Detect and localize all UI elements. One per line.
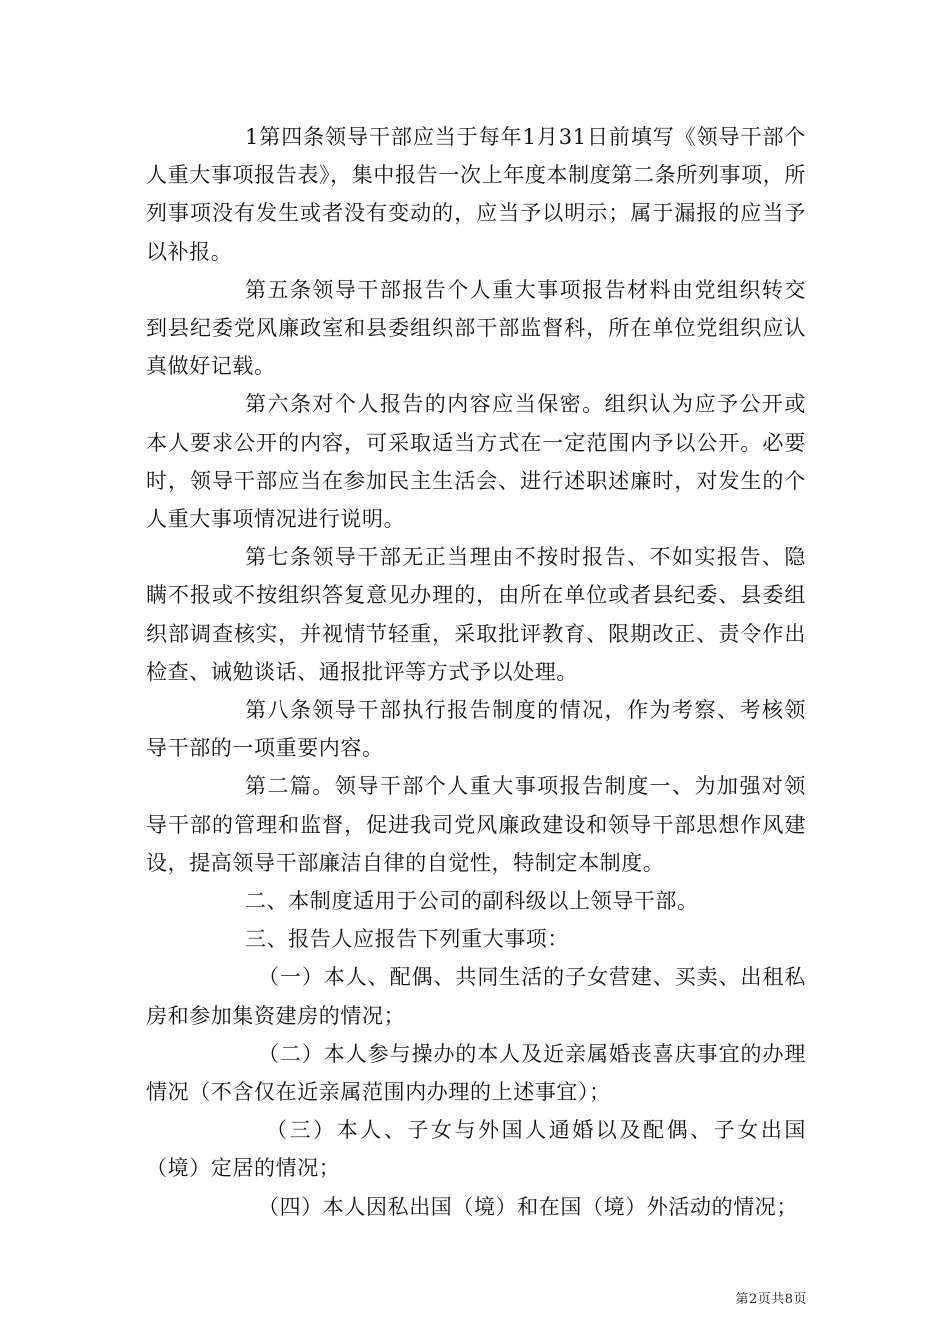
paragraph-article-8: 第八条领导干部执行报告制度的情况，作为考察、考核领导干部的一项重要内容。 bbox=[146, 698, 806, 761]
paragraph-article-5: 第五条领导干部报告个人重大事项报告材料由党组织转交到县纪委党风廉政室和县委组织部干部监督科，所在单位党组织应认真做好记载。 bbox=[146, 277, 806, 379]
list-item-2: （二）本人参与操办的本人及近亲属婚丧喜庆事宜的办理情况（不含仅在近亲属范围内办理的上述事宜）； bbox=[146, 1041, 806, 1105]
paragraph-article-7: 第七条领导干部无正当理由不按时报告、不如实报告、隐瞒不报或不按组织答复意见办理的，由所在单位或者县纪委、县委组织部调查核实，并视情节轻重，采取批评教育、限期改正、责令作出检查、诫勉谈话、通报批评等方式予以处理。 bbox=[146, 545, 806, 684]
list-item-4: （四）本人因私出国（境）和在国（境）外活动的情况； bbox=[258, 1194, 798, 1219]
paragraph-report-items: 三、报告人应报告下列重大事项： bbox=[245, 927, 569, 952]
paragraph-article-4: 1第四条领导干部应当于每年1月31日前填写《领导干部个人重大事项报告表》，集中报告一次上年度本制度第二条所列事项，所列事项没有发生或者没有变动的，应当予以明示；属于漏报的应当予以补报。 bbox=[146, 125, 806, 264]
paragraph-scope: 二、本制度适用于公司的副科级以上领导干部。 bbox=[245, 889, 699, 914]
document-body bbox=[146, 118, 806, 1226]
paragraph-part-two-intro: 第二篇。领导干部个人重大事项报告制度一、为加强对领导干部的管理和监督，促进我司党风廉政建设和领导干部思想作风建设，提高领导干部廉洁自律的自觉性，特制定本制度。 bbox=[146, 774, 806, 875]
list-item-3: （三）本人、子女与外国人通婚以及配偶、子女出国（境）定居的情况； bbox=[146, 1118, 806, 1181]
list-item-1: （一）本人、配偶、共同生活的子女营建、买卖、出租私房和参加集资建房的情况； bbox=[146, 965, 806, 1028]
page-number-footer: 第2页共8页 bbox=[735, 1292, 807, 1307]
paragraph-article-6: 第六条对个人报告的内容应当保密。组织认为应予公开或本人要求公开的内容，可采取适当方式在一定范围内予以公开。必要时，领导干部应当在参加民主生活会、进行述职述廉时，对发生的个人重大事项情况进行说明。 bbox=[146, 392, 806, 532]
